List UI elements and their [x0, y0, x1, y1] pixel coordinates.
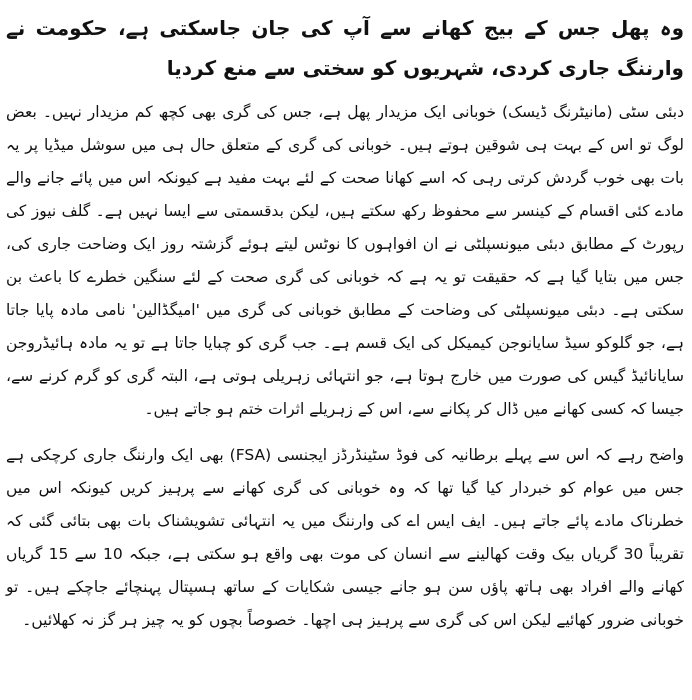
article — [6, 8, 684, 650]
article-paragraph: دبئی سٹی (مانیٹرنگ ڈیسک) خوبانی ایک مزیدار پھل ہے، جس کی گری بھی کچھ کم مزیدار نہیں۔ بعض لوگ تو اس کے بہت ہی شوقین ہوتے ہیں۔ خوبانی کی گری کے متعلق حال ہی میں سوشل میڈیا پر یہ بات بھی خوب گردش کرتی رہی کہ اسے کھانا صحت کے لئے بہت مفید ہے کیونکہ اس میں پائے جانے والے مادے کئی اقسام کے کینسر سے محفوظ رکھ سکتے ہیں، لیکن بدقسمتی سے ایسا نہیں ہے۔ گلف نیوز کی رپورٹ کے مطابق دبئی میونسپلٹی نے ان افواہوں کا نوٹس لیتے ہوئے گزشتہ روز ایک وضاحت جاری کی، جس میں بتایا گیا ہے کہ حقیقت تو یہ ہے کہ خوبانی کی گری صحت کے لئے سنگین خطرے کا باعث بن سکتی ہے۔ دبئی میونسپلٹی کی وضاحت کے مطابق خوبانی کی گری میں 'امیگڈالین' نامی مادہ پایا جاتا ہے، جو گلوکو سیڈ سایانوجن کیمیکل کی ایک قسم ہے۔ جب گری کو چبایا جاتا ہے تو یہ مادہ ہائیڈروجن سایانائیڈ گیس کی صورت میں خارج ہوتا ہے، جو انتہائی زہریلی ہوتی ہے، البتہ گری کو گرم کرنے سے، جیسا کہ کسی کھانے میں ڈال کر پکانے سے، اس کے زہریلے اثرات ختم ہو جاتے ہیں۔ — [6, 103, 684, 418]
article-title: وہ پھل جس کے بیج کھانے سے آپ کی جان جاسکتی ہے، حکومت نے وارننگ جاری کردی، شہریوں کو سختی سے منع کردیا — [6, 16, 684, 80]
article-paragraph: واضح رہے کہ اس سے پہلے برطانیہ کی فوڈ سٹینڈرڈز ایجنسی (FSA) بھی ایک وارننگ جاری کرچکی ہے جس میں عوام کو خبردار کیا گیا تھا کہ وہ خوبانی کی گری کھانے سے پرہیز کریں کیونکہ اس میں خطرناک مادے پائے جاتے ہیں۔ ایف ایس اے کی وارننگ میں یہ انتہائی تشویشناک بات بھی بتائی گئی کہ تقریباً 30 گریاں بیک وقت کھالینے سے انسان کی موت بھی واقع ہو سکتی ہے، جبکہ 10 سے 15 گریاں کھانے والے افراد بھی ہاتھ پاﺅں سن ہو جانے جیسی شکایات کے ساتھ ہسپتال پہنچائے جاچکے ہیں۔ تو خوبانی ضرور کھائیے لیکن اس کی گری سے پرہیز ہی اچھا۔ خصوصاً بچوں کو یہ چیز ہر گز نہ کھلائیں۔ — [6, 446, 684, 629]
